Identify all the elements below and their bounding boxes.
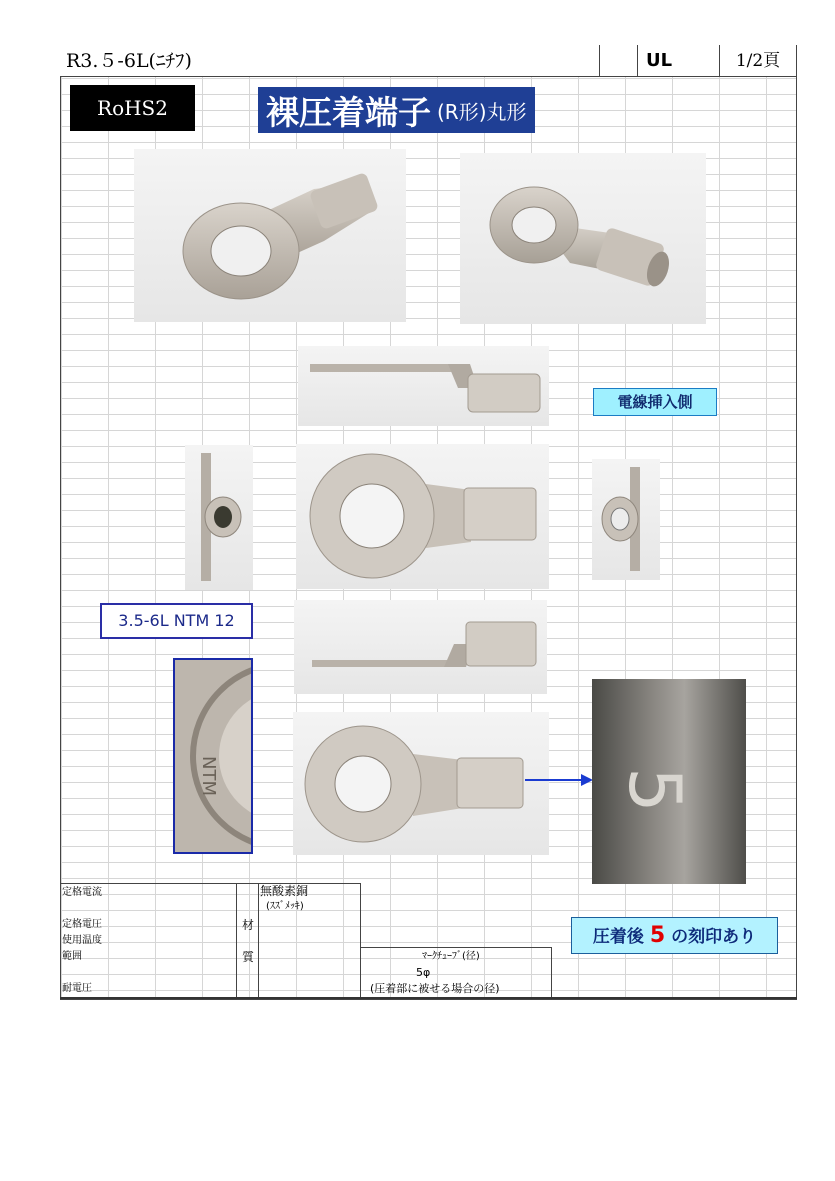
range-label: 範囲 (62, 951, 82, 962)
mark-tube-note: (圧着部に被せる場合の径) (370, 982, 500, 995)
photo-perspective-2 (460, 153, 706, 324)
withstand-voltage-label: 耐電圧 (62, 983, 92, 994)
material-value: 無酸素銅 (260, 884, 309, 898)
photo-end-right (592, 459, 660, 580)
photo-perspective-1 (134, 149, 406, 322)
page-number: 1/2頁 (720, 45, 797, 77)
title-sub: (R形)丸形 (437, 99, 527, 124)
photo-crimp-closeup (592, 679, 746, 884)
photo-side-bottom (294, 600, 547, 694)
photo-marking-closeup (173, 658, 253, 854)
rated-current-label: 定格電流 (62, 887, 102, 898)
terminal-side-bottom (294, 600, 547, 694)
standard-label: UL (638, 45, 720, 77)
crimp-suffix: の刻印あり (671, 927, 757, 947)
rated-voltage-label: 定格電圧 (62, 919, 102, 930)
wire-insertion-side-label: 電線挿入側 (593, 388, 717, 416)
crimp-prefix: 圧着後 (592, 927, 644, 947)
material-label-2: 質 (242, 950, 255, 964)
mark-tube-value: 5φ (416, 966, 431, 979)
photo-top-view (296, 444, 549, 589)
terminal-top-view (296, 444, 549, 589)
terminal-end-left (185, 445, 253, 590)
terminal-end-right (592, 459, 660, 580)
photo-end-left (185, 445, 253, 590)
material-label-1: 材 (242, 918, 255, 932)
crimp-marking-note (571, 917, 778, 954)
mark-tube-label: ﾏｰｸﾁｭｰﾌﾞ(径) (422, 951, 480, 962)
arrow-icon (525, 770, 595, 790)
marking-label: 3.5-6L NTM 12 (100, 603, 253, 639)
photo-top-marked (293, 712, 549, 855)
photo-side-top (298, 346, 549, 426)
temperature-label: 使用温度 (62, 935, 102, 946)
bottom-rule (60, 997, 797, 999)
header-blank-cell (600, 45, 638, 77)
rohs-badge: RoHS2 (70, 85, 195, 131)
crimp-closeup-illustration (592, 679, 746, 884)
svg-text:5: 5 (613, 767, 697, 813)
terminal-illustration-2 (460, 153, 706, 324)
plating-value: (ｽｽﾞﾒｯｷ) (266, 901, 304, 912)
svg-text:NTM: NTM (198, 756, 219, 796)
terminal-top-marked (293, 712, 549, 855)
marking-closeup-illustration (175, 660, 251, 852)
title-main: 裸圧着端子 (266, 92, 431, 132)
crimp-number: 5 (649, 923, 666, 948)
terminal-illustration-1 (134, 149, 406, 322)
product-title (258, 87, 535, 133)
terminal-side-top (298, 346, 549, 426)
part-number: R3.５-6L(ﾆﾁﾌ) (60, 45, 600, 77)
spec-table (60, 883, 552, 998)
